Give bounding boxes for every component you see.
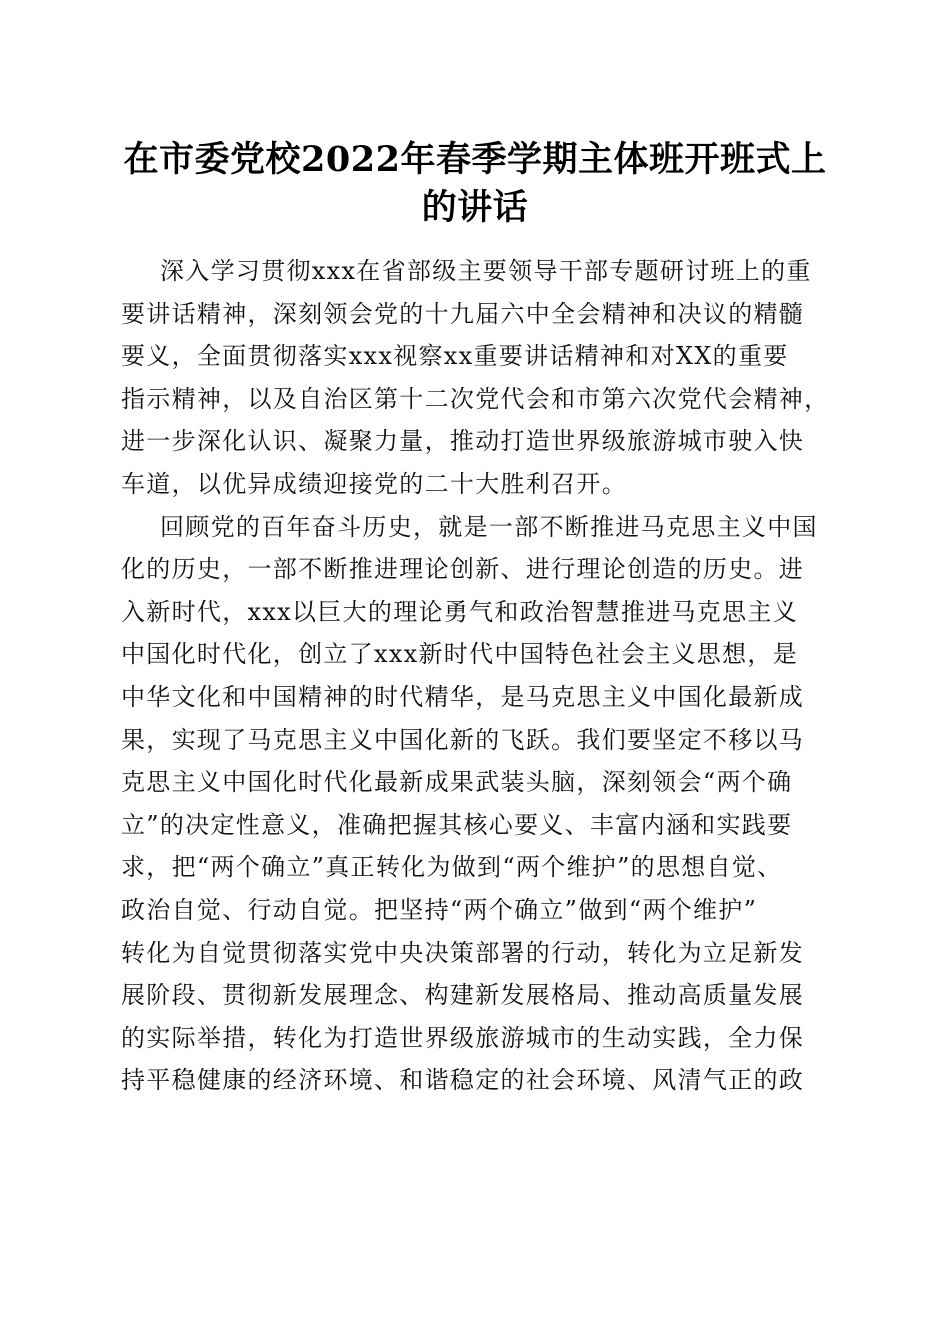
paragraph-line: 车道，以优异成绩迎接党的二十大胜利召开。 [121,469,627,498]
paragraph-line: 展阶段、贯彻新发展理念、构建新发展格局、推动高质量发展 [121,981,805,1010]
paragraph-line: 政治自觉、行动自觉。把坚持“两个确立”做到“两个维护” [121,895,758,924]
document-body [121,250,841,1102]
document-title [110,136,840,232]
paragraph-line: 的实际举措，转化为打造世界级旅游城市的生动实践，全力保 [121,1023,805,1052]
paragraph-1 [121,250,841,506]
paragraph-line: 化的历史，一部不断推进理论创新、进行理论创造的历史。进 [121,555,805,584]
paragraph-line: 中华文化和中国精神的时代精华，是马克思主义中国化最新成 [121,682,805,711]
paragraph-2 [121,506,841,1102]
paragraph-line: 求，把“两个确立”真正转化为做到“两个维护”的思想自觉、 [121,853,783,882]
paragraph-line: 果，实现了马克思主义中国化新的飞跃。我们要坚定不移以马 [121,725,805,754]
paragraph-line: 入新时代，xxx以巨大的理论勇气和政治智慧推进马克思主义 [121,597,799,626]
paragraph-line: 中国化时代化，创立了xxx新时代中国特色社会主义思想，是 [121,640,799,669]
paragraph-line: 立”的决定性意义，准确把握其核心要义、丰富内涵和实践要 [121,810,793,839]
title-line-1: 在市委党校2022年春季学期主体班开班式上 [123,139,827,180]
paragraph-line: 回顾党的百年奋斗历史，就是一部不断推进马克思主义中国 [160,512,818,541]
paragraph-line: 指示精神，以及自治区第十二次党代会和市第六次党代会精神， [121,384,830,413]
paragraph-line: 要讲话精神，深刻领会党的十九届六中全会精神和决议的精髓 [121,299,805,328]
title-line-2: 的讲话 [421,187,529,228]
paragraph-line: 要义，全面贯彻落实xxx视察xx重要讲话精神和对XX的重要 [121,342,789,371]
paragraph-line: 持平稳健康的经济环境、和谐稳定的社会环境、风清气正的政 [121,1066,805,1095]
paragraph-line: 进一步深化认识、凝聚力量，推动打造世界级旅游城市驶入快 [121,427,805,456]
paragraph-line: 转化为自觉贯彻落实党中央决策部署的行动，转化为立足新发 [121,938,805,967]
paragraph-line: 克思主义中国化时代化最新成果武装头脑，深刻领会“两个确 [121,768,793,797]
paragraph-line: 深入学习贯彻xxx在省部级主要领导干部专题研讨班上的重 [160,257,812,285]
